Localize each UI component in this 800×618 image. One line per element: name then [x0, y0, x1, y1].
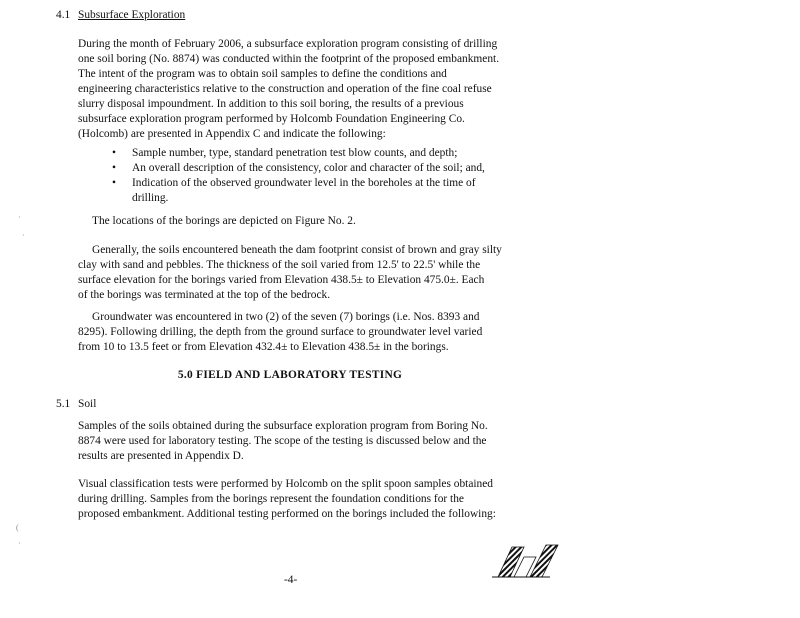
text-line: Groundwater was encountered in two (2) of the seven (7) borings (i.e. Nos. 8393 and — [92, 311, 480, 323]
scan-mark: · — [22, 231, 25, 240]
text-line: subsurface exploration program performed by Holcomb Foundation Engineering Co. — [78, 113, 465, 125]
list-item-text: drilling. — [132, 192, 169, 204]
company-logo-icon — [490, 543, 562, 579]
list-item — [112, 161, 512, 176]
text-line: Visual classification tests were performed by Holcomb on the split spoon samples obtained — [78, 478, 493, 490]
bullet-icon: • — [112, 147, 116, 159]
section-title-subsurface-exploration: Subsurface Exploration — [78, 9, 186, 21]
text-line: slurry disposal impoundment. In addition to this soil boring, the results of a previous — [78, 98, 464, 110]
text-line: During the month of February 2006, a subsurface exploration program consisting of drilling — [78, 38, 498, 50]
page-number: -4- — [284, 574, 298, 586]
text-line: (Holcomb) are presented in Appendix C and indicate the following: — [78, 128, 386, 140]
text-line: Samples of the soils obtained during the subsurface exploration program from Boring No. — [78, 420, 488, 432]
text-line: during drilling. Samples from the borings represent the foundation conditions for the — [78, 493, 464, 505]
text-line: proposed embankment. Additional testing performed on the borings included the following: — [78, 508, 496, 520]
paragraph-groundwater-cont — [78, 325, 528, 355]
bullet-icon: • — [112, 177, 116, 189]
text-line: 8295). Following drilling, the depth from the ground surface to groundwater level varied — [78, 326, 483, 338]
scan-mark: · — [18, 213, 21, 222]
section-title-field-lab-testing: 5.0 FIELD AND LABORATORY TESTING — [177, 369, 403, 381]
text-line: from 10 to 13.5 feet or from Elevation 432.4± to Elevation 438.5± in the borings. — [78, 341, 449, 353]
paragraph-soil-description — [92, 243, 528, 258]
list-item-text: Indication of the observed groundwater level in the boreholes at the time of — [132, 177, 476, 189]
section-title-soil: Soil — [78, 398, 97, 410]
text-line: Generally, the soils encountered beneath the dam footprint consist of brown and gray silty — [92, 244, 502, 256]
text-line: surface elevation for the borings varied from Elevation 438.5± to Elevation 475.0±. Each — [78, 274, 485, 286]
paragraph-boring-locations — [92, 214, 542, 229]
text-line: The intent of the program was to obtain soil samples to define the conditions and — [78, 68, 447, 80]
paragraph-lab-samples — [78, 419, 528, 464]
text-line: results are presented in Appendix D. — [78, 450, 244, 462]
list-item — [112, 146, 512, 161]
text-line: The locations of the borings are depicted on Figure No. 2. — [92, 215, 356, 227]
bullet-icon: • — [112, 162, 116, 174]
text-line: one soil boring (No. 8874) was conducted within the footprint of the proposed embankment. — [78, 53, 500, 65]
paragraph-visual-classification — [78, 477, 528, 522]
section-number-5-1: 5.1 — [56, 398, 71, 410]
scan-mark: · — [18, 539, 21, 548]
paragraph-groundwater — [92, 310, 528, 325]
list-item-text: Sample number, type, standard penetration test blow counts, and depth; — [132, 147, 458, 159]
text-line: clay with sand and pebbles. The thickness of the soil varied from 12.5' to 22.5' while the — [78, 259, 481, 271]
text-line: 8874 were used for laboratory testing. The scope of the testing is discussed below and the — [78, 435, 487, 447]
list-item — [112, 176, 512, 206]
text-line: of the borings was terminated at the top of the bedrock. — [78, 289, 331, 301]
list-item-text: An overall description of the consistency, color and character of the soil; and, — [132, 162, 485, 174]
section-number-4-1: 4.1 — [56, 9, 71, 21]
bullet-list — [112, 146, 512, 206]
paragraph-intro — [78, 37, 528, 142]
paragraph-soil-description-cont — [78, 258, 528, 303]
text-line: engineering characteristics relative to the construction and operation of the fine coal refuse — [78, 83, 492, 95]
scan-mark: ( — [16, 523, 19, 532]
